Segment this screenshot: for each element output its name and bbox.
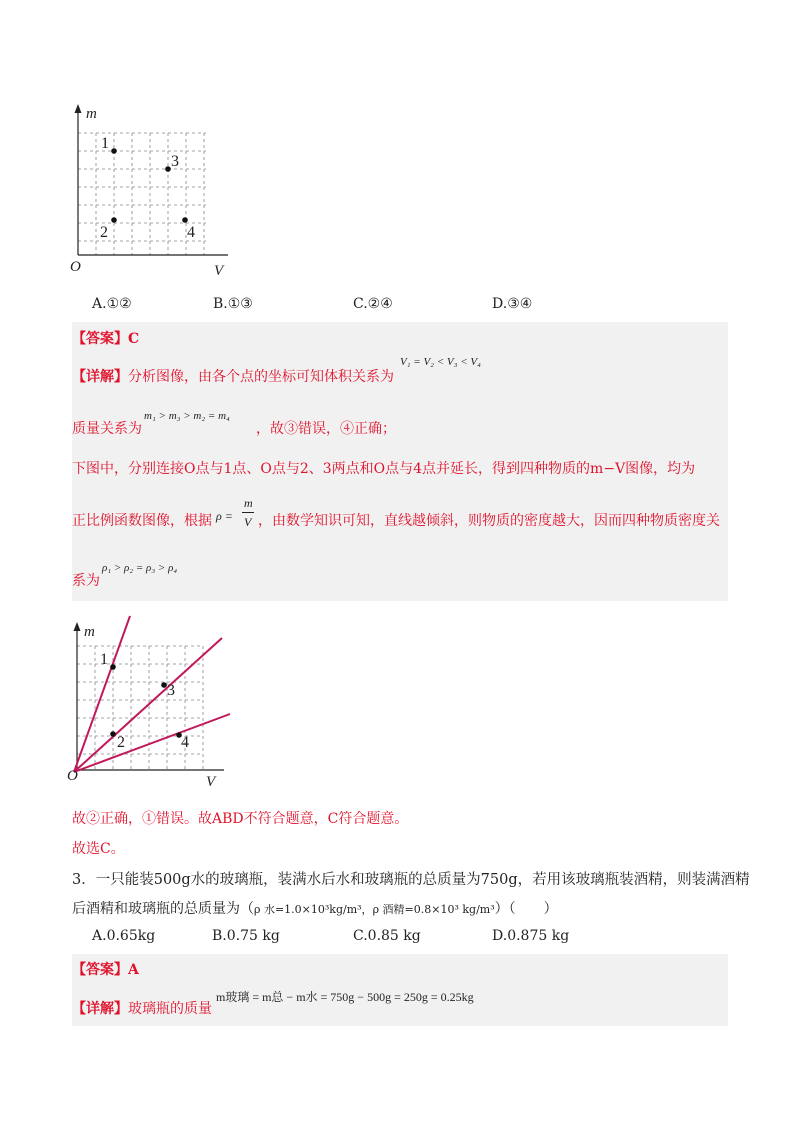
detail-3-line — [72, 998, 212, 1018]
detail-1-line-5: 系为 — [72, 573, 100, 589]
option-d — [492, 296, 532, 312]
q3-option-b-text: 0.75 kg — [226, 928, 280, 944]
detail-1-line-1 — [72, 366, 394, 386]
graph-2-y-label: m — [84, 624, 95, 640]
q3-option-a-letter: A. — [92, 928, 107, 944]
graph-1-point-2 — [111, 217, 117, 223]
density-formula-lhs: ρ = — [216, 509, 233, 523]
q3-option-c-letter: C. — [353, 928, 368, 944]
option-a-letter: A. — [92, 296, 107, 312]
detail-1-label: 【详解】 — [72, 369, 128, 385]
q3-option-d-letter: D. — [492, 928, 508, 944]
density-relation: ρ₁ > ρ₂ = ρ₃ > ρ₄ — [102, 562, 178, 574]
options-row-1 — [92, 296, 692, 316]
graph-1-point-3-label: 3 — [171, 153, 179, 170]
detail-1-line-2 — [72, 418, 142, 438]
detail-3-text: 玻璃瓶的质量 — [128, 1001, 212, 1017]
detail-1-line-3: 下图中，分别连接O点与1点、O点与2、3两点和O点与4点并延长，得到四种物质的m−V图像，均为 — [72, 461, 696, 477]
q3-option-c-text: 0.85 kg — [367, 928, 421, 944]
density-formula — [216, 494, 260, 536]
detail-1-line-4a: 正比例函数图像，根据 — [72, 513, 212, 529]
options-row-3 — [92, 928, 692, 948]
q3-option-b — [212, 928, 280, 944]
option-a-text: ①② — [106, 296, 132, 312]
graph-2-point-1-label: 1 — [100, 651, 108, 668]
answer-3-value: A — [128, 962, 139, 978]
graph-1-origin-label: O — [70, 259, 81, 275]
detail-1-line-1-text: 分析图像，由各个点的坐标可知体积关系为 — [128, 369, 394, 385]
conclusion-2: 故选C。 — [72, 841, 125, 857]
option-d-letter: D. — [492, 296, 508, 312]
question-3-line-2-a: 后酒精和玻璃瓶的总质量为（ — [72, 901, 254, 917]
q3-option-a-text: 0.65kg — [106, 928, 156, 944]
graph-1-point-2-label: 2 — [100, 224, 108, 241]
answer-1-value: C — [128, 331, 140, 347]
density-formula-bar — [242, 512, 254, 513]
graph-2-line-23 — [74, 638, 222, 772]
option-c-text: ②④ — [367, 296, 393, 312]
graph-2-point-4-label: 4 — [181, 734, 189, 751]
q3-option-d — [492, 928, 569, 944]
option-a — [92, 296, 132, 312]
graph-1-x-label: V — [214, 263, 224, 278]
graph-1-point-1-label: 1 — [101, 135, 109, 152]
graph-2-y-arrow — [74, 622, 81, 631]
glass-mass-equation: m玻璃 = m总 − m水 = 750g − 500g = 250g = 0.25kg — [216, 990, 474, 1004]
graph-1-y-arrow — [75, 104, 82, 113]
graph-2-point-3-label: 3 — [167, 682, 175, 699]
graph-2-x-label: V — [206, 774, 216, 790]
option-d-text: ③④ — [507, 296, 533, 312]
detail-3-label: 【详解】 — [72, 1001, 128, 1017]
option-b-letter: B. — [213, 296, 228, 312]
volume-relation: V₁ = V₂ < V₃ < V₄ — [400, 356, 481, 368]
mass-relation: m₁ > m₃ > m₂ = m₄ — [144, 410, 230, 422]
graph-1 — [68, 98, 238, 278]
graph-1-y-label: m — [86, 106, 97, 122]
graph-2-point-2 — [110, 731, 116, 737]
option-b — [213, 296, 253, 312]
rho-alcohol: ρ 酒精=0.8×10³ kg/m³ — [372, 903, 495, 916]
detail-1-line-2-text-b: ，故③错误，④正确； — [256, 421, 396, 437]
answer-1-label: 【答案】 — [72, 331, 128, 347]
graph-2-point-3 — [161, 682, 167, 688]
graph-2-origin-label: O — [67, 768, 78, 784]
rho-water: ρ 水=1.0×10³kg/m³， — [254, 903, 373, 916]
question-3-line-2 — [72, 898, 558, 918]
detail-1-line-4b: ，由数学知识可知，直线越倾斜，则物质的密度越大，因而四种物质密度关 — [258, 513, 720, 529]
question-3-line-1: 3．一只能装500g水的玻璃瓶，装满水后水和玻璃瓶的总质量为750g，若用该玻璃瓶装酒精，则装满酒精 — [72, 872, 750, 888]
graph-1-point-4-label: 4 — [187, 224, 195, 241]
q3-option-b-letter: B. — [212, 928, 227, 944]
graph-1-point-3 — [165, 166, 171, 172]
graph-1-point-1 — [111, 148, 117, 154]
q3-option-a — [92, 928, 155, 944]
option-c-letter: C. — [353, 296, 368, 312]
q3-option-c — [353, 928, 421, 944]
option-b-text: ①③ — [227, 296, 253, 312]
graph-1-point-4 — [182, 217, 188, 223]
option-c — [353, 296, 393, 312]
density-formula-denominator: V — [244, 515, 252, 529]
density-formula-numerator: m — [244, 496, 253, 510]
graph-2-line-4 — [74, 714, 230, 772]
answer-3 — [72, 959, 139, 979]
conclusion-1: 故②正确，①错误。故ABD不符合题意，C符合题意。 — [72, 811, 409, 827]
q3-option-d-text: 0.875 kg — [507, 928, 570, 944]
answer-3-label: 【答案】 — [72, 962, 128, 978]
question-3-line-2-b: ）（ ） — [494, 901, 558, 917]
graph-2-point-2-label: 2 — [117, 734, 125, 751]
answer-1 — [72, 328, 139, 348]
detail-1-line-2-text-a: 质量关系为 — [72, 421, 142, 437]
graph-2-point-1 — [110, 664, 116, 670]
graph-2 — [64, 614, 244, 790]
